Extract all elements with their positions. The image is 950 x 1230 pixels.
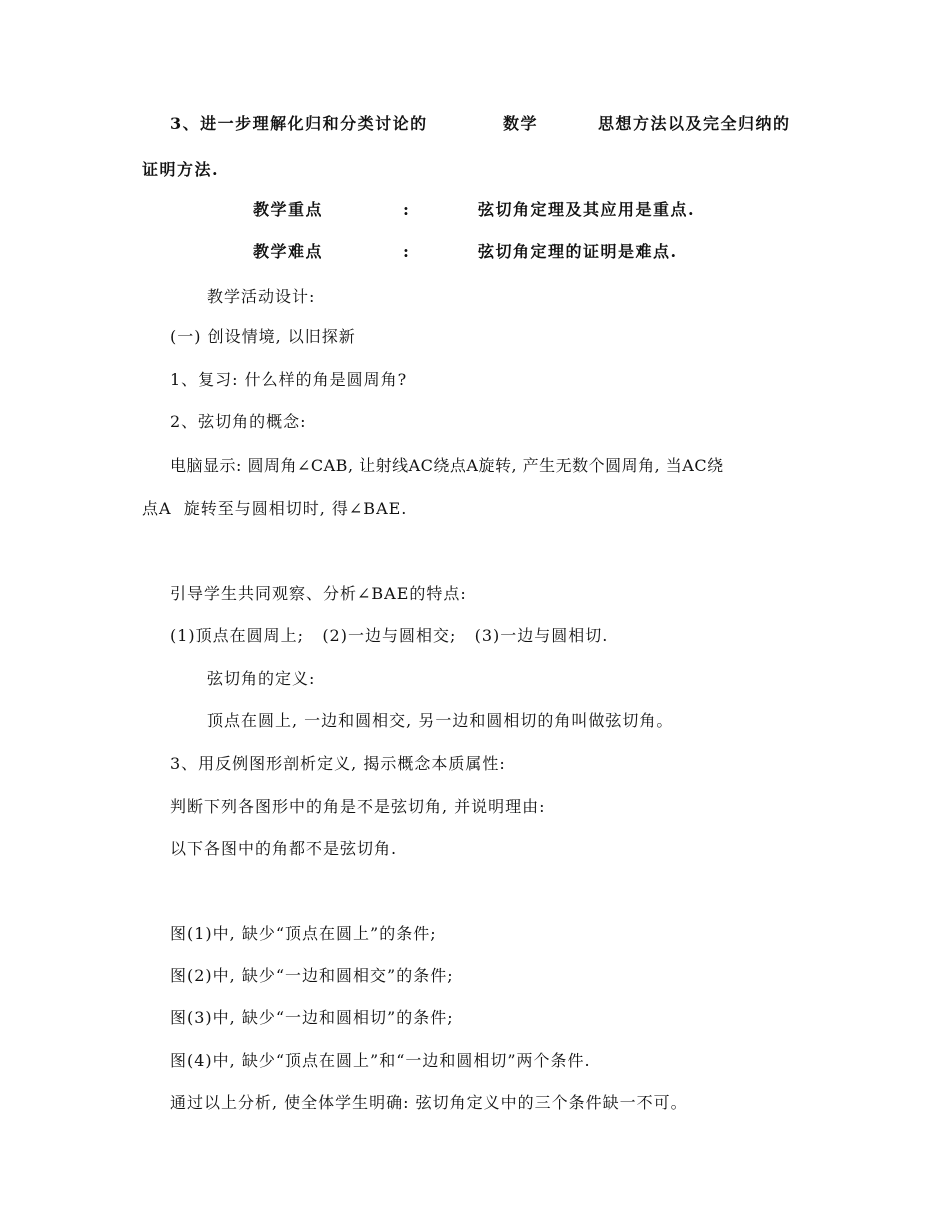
concept-heading: 2、弦切角的概念: bbox=[170, 412, 307, 431]
guide-text: 引导学生共同观察、分析∠BAE的特点: bbox=[170, 584, 467, 603]
activity-design-heading: 教学活动设计: bbox=[207, 287, 316, 306]
section-1-title: (一) 创设情境, 以旧探新 bbox=[170, 327, 356, 346]
figure-4-note: 图(4)中, 缺少“顶点在圆上”和“一边和圆相切”两个条件. bbox=[170, 1051, 591, 1070]
figure-2-note: 图(2)中, 缺少“一边和圆相交”的条件; bbox=[170, 966, 454, 985]
key-point-text: 弦切角定理及其应用是重点. bbox=[478, 200, 696, 219]
judge-instruction: 判断下列各图形中的角是不是弦切角, 并说明理由: bbox=[170, 797, 546, 816]
computer-display-line-2: 点A 旋转至与圆相切时, 得∠BAE. bbox=[142, 499, 408, 518]
objective-3-line bbox=[0, 114, 950, 136]
counter-example-heading: 3、用反例图形剖析定义, 揭示概念本质属性: bbox=[170, 754, 506, 773]
summary-text: 通过以上分析, 使全体学生明确: 弦切角定义中的三个条件缺一不可。 bbox=[170, 1093, 688, 1112]
definition-title: 弦切角的定义: bbox=[207, 669, 316, 688]
difficult-point-text: 弦切角定理的证明是难点. bbox=[478, 242, 678, 261]
key-point-label: 教学重点 bbox=[253, 200, 324, 219]
difficult-point-label: 教学难点 bbox=[253, 242, 324, 261]
key-point-colon: : bbox=[403, 200, 411, 219]
objective-3-part1: 3、进一步理解化归和分类讨论的 bbox=[170, 114, 428, 133]
figure-1-note: 图(1)中, 缺少“顶点在圆上”的条件; bbox=[170, 924, 437, 943]
features-list: (1)顶点在圆周上; (2)一边与圆相交; (3)一边与圆相切. bbox=[170, 626, 609, 645]
figure-3-note: 图(3)中, 缺少“一边和圆相切”的条件; bbox=[170, 1008, 454, 1027]
objective-3-part3: 思想方法以及完全归纳的 bbox=[598, 114, 791, 133]
review-question: 1、复习: 什么样的角是圆周角? bbox=[170, 370, 408, 389]
key-point-row bbox=[0, 200, 950, 222]
conclusion-text: 以下各图中的角都不是弦切角. bbox=[170, 839, 398, 858]
objective-3-continuation: 证明方法. bbox=[142, 160, 220, 179]
difficult-point-colon: : bbox=[403, 242, 411, 261]
computer-display-line-1: 电脑显示: 圆周角∠CAB, 让射线AC绕点A旋转, 产生无数个圆周角, 当AC绕 bbox=[170, 456, 724, 475]
objective-3-part2: 数学 bbox=[503, 114, 539, 133]
definition-text: 顶点在圆上, 一边和圆相交, 另一边和圆相切的角叫做弦切角。 bbox=[207, 711, 674, 730]
difficult-point-row bbox=[0, 242, 950, 264]
